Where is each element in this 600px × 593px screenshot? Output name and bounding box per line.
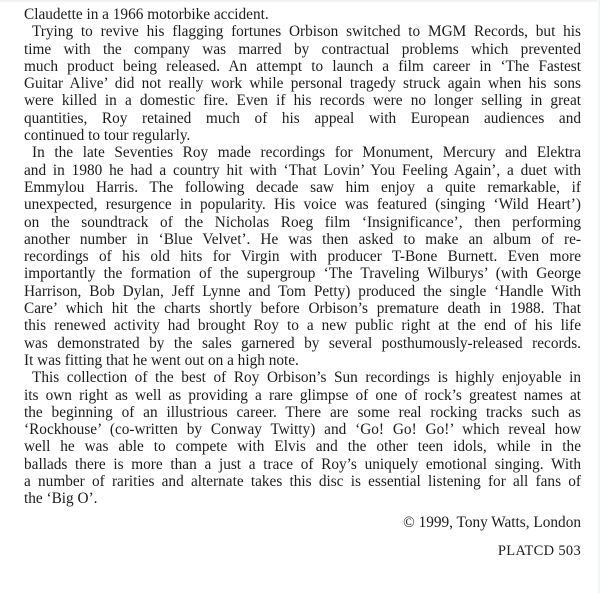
text-line: Care’ which hit the charts shortly before Orbison’s premature death in 1988. That	[24, 300, 581, 318]
text-line: Harrison, Bob Dylan, Jeff Lynne and Tom Petty) produced the single ‘Handle With	[24, 282, 581, 300]
text-line: ballads there is more than a just a trace of Roy’s uniquely emotional singing. With	[24, 455, 581, 473]
text-line: It was fitting that he went out on a high note.	[24, 351, 299, 369]
text-line: Guitar Alive’ did not really work while personal tragedy struck again when his sons	[24, 75, 581, 93]
text-line: continued to tour regularly.	[24, 127, 191, 145]
paragraph-start-line: In the late Seventies Roy made recordings for Monument, Mercury and Elektra	[32, 144, 581, 162]
text-line: unexpected, resurgence in popularity. His voice was featured (singing ‘Wild Heart’)	[24, 196, 581, 214]
text-line: quantities, Roy retained much of his appeal with European audiences and	[24, 109, 581, 127]
text-line: and in 1980 he had a country hit with ‘That Lovin’ You Feeling Again’, a duet with	[24, 161, 581, 179]
text-line: were killed in a domestic fire. Even if his records were no longer selling in great	[24, 92, 581, 110]
text-line: Claudette in a 1966 motorbike accident.	[24, 6, 269, 23]
text-line: ‘Rockhouse’ (co-written by Conway Twitty) and ‘Go! Go! Go!’ which reveal how	[24, 421, 581, 439]
text-line: importantly the formation of the supergroup ‘The Traveling Wilburys’ (with George	[24, 265, 581, 283]
text-line: a number of rarities and alternate takes this disc is essential listening for all fans of	[24, 473, 581, 491]
text-line: on the soundtrack of the Nicholas Roeg film ‘Insignificance’, then performing	[24, 213, 581, 231]
text-line: much product being released. An attempt to launch a film career in ‘The Fastest	[24, 57, 581, 75]
catalog-number: PLATCD 503	[497, 542, 581, 559]
text-line: time with the company was marred by contractual problems which prevented	[24, 40, 581, 58]
text-line: another number in ‘Blue Velvet’. He was then asked to make an album of re-	[24, 230, 581, 248]
page-column	[24, 0, 581, 560]
text-line: well he was able to compete with Elvis and the other teen idols, while in the	[24, 438, 581, 456]
paragraph-start-line: Trying to revive his flagging fortunes Orbison switched to MGM Records, but his	[32, 23, 581, 41]
text-line: this renewed activity had brought Roy to a new public right at the end of his life	[24, 317, 581, 335]
paragraph-start-line: This collection of the best of Roy Orbison’s Sun recordings is highly enjoyable in	[32, 369, 581, 387]
text-line: its own right as well as providing a rare glimpse of one of rock’s greatest names at	[24, 386, 581, 404]
copyright-notice: © 1999, Tony Watts, London	[403, 513, 581, 531]
text-line: the ‘Big O’.	[24, 490, 98, 508]
text-line: Emmylou Harris. The following decade saw him enjoy a quite remarkable, if	[24, 178, 581, 196]
text-line: was demonstrated by the sales garnered by several posthumously-released records.	[24, 334, 581, 352]
text-line: recordings of his old hits for Virgin with producer T-Bone Burnett. Even more	[24, 248, 581, 266]
liner-notes-body	[24, 6, 581, 508]
text-line: the beginning of an illustrious career. There are some real rocking tracks such as	[24, 403, 581, 421]
